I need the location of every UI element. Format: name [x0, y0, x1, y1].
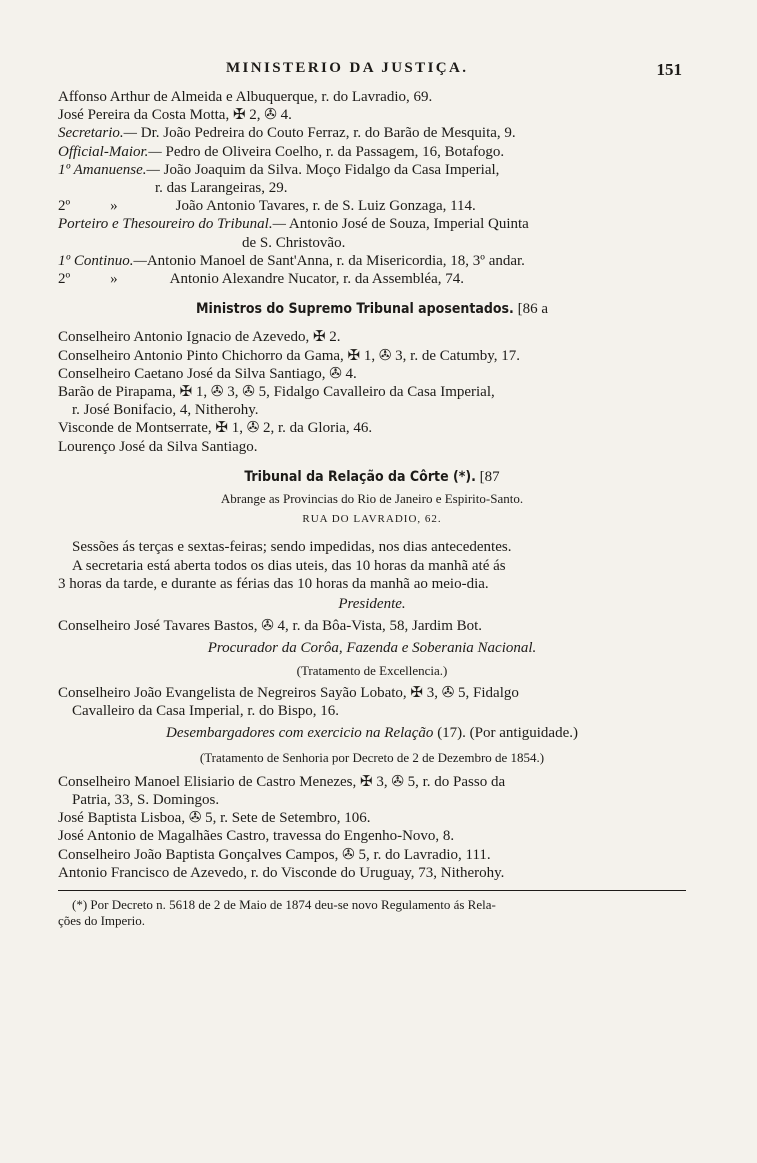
staff-line: Affonso Arthur de Almeida e Albuquerque, r. do Lavradio, 69. — [58, 89, 433, 105]
footnote-line: ções do Imperio. — [58, 912, 146, 928]
role-label: 1º Continuo.— — [58, 252, 147, 269]
list-item: Conselheiro Caetano José da Silva Santiago, ✇ 4. — [58, 365, 357, 382]
page-body — [58, 88, 686, 929]
staff-line: 1º Continuo.—Antonio Manoel de Sant'Anna, r. da Misericordia, 18, 3º andar. — [58, 252, 525, 269]
staff-line-continued: de S. Christovão. — [242, 234, 346, 251]
list-item: José Antonio de Magalhães Castro, travessa do Engenho-Novo, 8. — [58, 828, 455, 845]
staff-line: 2º » João Antonio Tavares, r. de S. Luiz Gonzaga, 114. — [58, 198, 476, 215]
ordinal-label: 2º — [58, 198, 71, 215]
ditto-mark: » — [110, 271, 118, 288]
list-item: José Baptista Lisboa, ✇ 5, r. Sete de Setembro, 106. — [58, 810, 371, 827]
staff-line: Porteiro e Thesoureiro do Tribunal.— Antonio José de Souza, Imperial Quinta — [58, 216, 529, 233]
section-ref: [86 a — [517, 301, 548, 318]
page-number: 151 — [656, 60, 682, 79]
list-item: Antonio Francisco de Azevedo, r. do Visconde do Uruguay, 73, Nitherohy. — [58, 864, 505, 881]
section-heading: Tribunal da Relação da Côrte (*). [87 — [244, 468, 500, 485]
staff-line: 1º Amanuense.— João Joaquim da Silva. Moço Fidalgo da Casa Imperial, — [58, 161, 500, 178]
paragraph-line: Sessões ás terças e sextas-feiras; sendo impedidas, nos dias antecedentes. — [72, 539, 512, 556]
staff-line: Official-Maior.— Pedro de Oliveira Coelho, r. da Passagem, 16, Botafogo. — [58, 143, 505, 160]
list-item: Lourenço José da Silva Santiago. — [58, 438, 258, 455]
paragraph-line: 3 horas da tarde, e durante as férias das 10 horas da manhã ao meio-dia. — [58, 575, 489, 592]
role-label: 1º Amanuense.— — [58, 161, 160, 178]
list-item: Conselheiro João Baptista Gonçalves Campos, ✇ 5, r. do Lavradio, 111. — [58, 846, 491, 863]
paragraph-line: A secretaria está aberta todos os dias uteis, das 10 horas da manhã até ás — [72, 557, 506, 574]
role-label: Porteiro e Thesoureiro do Tribunal.— — [58, 216, 286, 233]
list-item-continued: r. José Bonifacio, 4, Nitherohy. — [72, 402, 259, 419]
footnote-line: (*) Por Decreto n. 5618 de 2 de Maio de 1874 deu-se novo Regulamento ás Rela- — [72, 896, 496, 912]
role-label: Official-Maior.— — [58, 143, 162, 160]
list-item: Barão de Pirapama, ✠ 1, ✇ 3, ✇ 5, Fidalgo Cavalleiro da Casa Imperial, — [58, 384, 495, 401]
section-ref: [87 — [479, 468, 500, 485]
subsection-label: Procurador da Corôa, Fazenda e Soberania Nacional. — [207, 640, 537, 657]
list-item: Conselheiro José Tavares Bastos, ✇ 4, r. da Bôa-Vista, 58, Jardim Bot. — [58, 618, 483, 635]
role-label: Secretario.— — [58, 125, 138, 142]
ditto-mark: » — [110, 198, 118, 215]
subsection-label: Desembargadores com exercicio na Relação (17). (Por antiguidade.) — [166, 725, 578, 742]
list-item-continued: Cavalleiro da Casa Imperial, r. do Bispo, 16. — [72, 703, 340, 720]
list-item: Conselheiro Antonio Ignacio de Azevedo, ✠ 2. — [58, 329, 341, 346]
list-item: Conselheiro Antonio Pinto Chichorro da Gama, ✠ 1, ✇ 3, r. de Catumby, 17. — [58, 347, 521, 364]
jurisdiction-note: Abrange as Provincias do Rio de Janeiro e Espirito-Santo. — [220, 491, 524, 507]
list-item: Conselheiro Manoel Elisiario de Castro Menezes, ✠ 3, ✇ 5, r. do Passo da — [58, 773, 506, 790]
staff-line: 2º » Antonio Alexandre Nucator, r. da Assembléa, 74. — [58, 271, 464, 288]
page-title: MINISTERIO DA JUSTIÇA. — [226, 60, 469, 76]
tratamento-note: (Tratamento de Senhoria por Decreto de 2 de Dezembro de 1854.) — [199, 749, 545, 765]
list-item-continued: Patria, 33, S. Domingos. — [72, 791, 220, 808]
list-item: Conselheiro João Evangelista de Negreiros Sayão Lobato, ✠ 3, ✇ 5, Fidalgo — [58, 684, 519, 701]
staff-line-continued: r. das Larangeiras, 29. — [155, 180, 288, 197]
court-address: RUA DO LAVRADIO, 62. — [302, 513, 442, 526]
list-item: Visconde de Montserrate, ✠ 1, ✇ 2, r. da Gloria, 46. — [58, 420, 373, 437]
section-heading: Ministros do Supremo Tribunal aposentados. [86 a — [196, 301, 548, 318]
staff-line: José Pereira da Costa Motta, ✠ 2, ✇ 4. — [58, 107, 292, 124]
tratamento-note: (Tratamento de Excellencia.) — [296, 662, 448, 678]
page-header — [58, 60, 686, 84]
subsection-label: Presidente. — [338, 596, 406, 613]
ordinal-label: 2º — [58, 271, 71, 288]
staff-line: Secretario.— Dr. João Pedreira do Couto Ferraz, r. do Barão de Mesquita, 9. — [58, 125, 516, 142]
